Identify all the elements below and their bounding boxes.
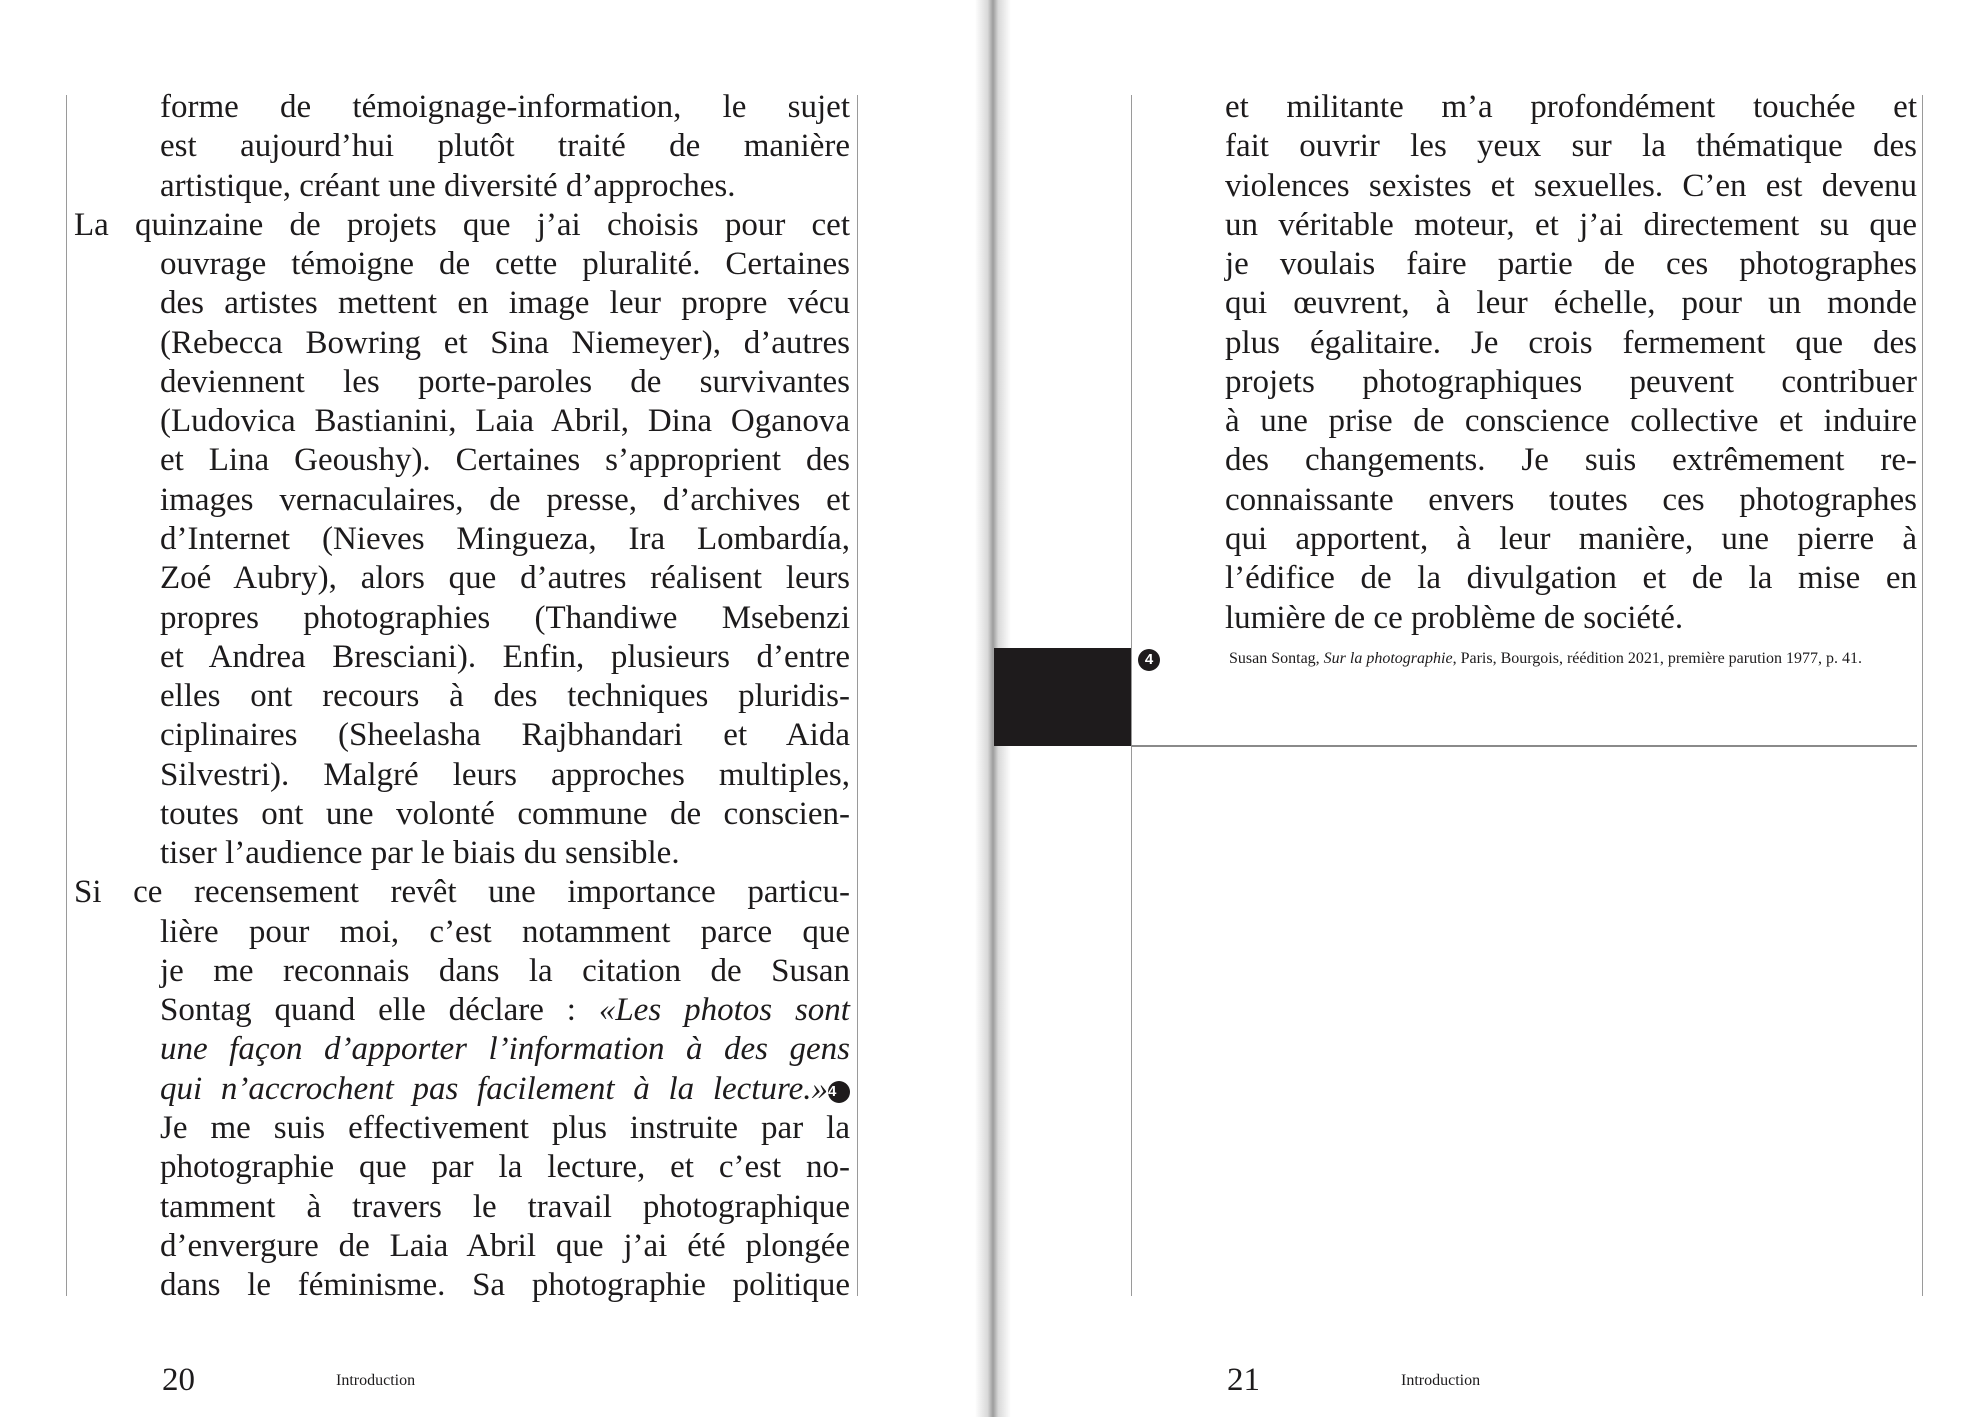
page-number-right: 21 xyxy=(1227,1362,1260,1398)
line-text: d’Internet (Nieves Mingueza, Ira Lombardía, xyxy=(160,520,850,557)
line-text: plus égalitaire. Je crois fermement que des xyxy=(1225,324,1917,361)
line-text: toutes ont une volonté commune de conscien- xyxy=(160,795,850,832)
line-text: photographie que par la lecture, et c’est no- xyxy=(160,1149,850,1186)
running-head-left: Introduction xyxy=(336,1372,416,1389)
line-text: deviennent les porte-paroles de survivantes xyxy=(160,363,850,400)
footnote-rest: , Paris, Bourgois, réédition 2021, première parution 1977, p. 41. xyxy=(1452,650,1862,667)
line-text: Zoé Aubry), alors que d’autres réalisent leurs xyxy=(160,560,850,597)
line-text: images vernaculaires, de presse, d’archives et xyxy=(160,481,850,518)
text-line xyxy=(160,520,850,559)
text-line xyxy=(160,363,850,402)
line-text: je voulais faire partie de ces photographes xyxy=(1225,246,1917,283)
line-text: qui apportent, à leur manière, une pierre à xyxy=(1225,520,1917,557)
left-page-column-rule xyxy=(857,95,858,1296)
line-text: dans le féminisme. Sa photographie politique xyxy=(160,1267,850,1304)
line-text: projets photographiques peuvent contribuer xyxy=(1225,363,1917,400)
text-line xyxy=(1225,88,1917,127)
line-text: et militante m’a profondément touchée et xyxy=(1225,89,1917,125)
text-line xyxy=(160,88,850,127)
text-line xyxy=(160,1070,850,1109)
text-line xyxy=(160,1266,850,1305)
text-line xyxy=(160,402,850,441)
footnote-author: Susan Sontag, xyxy=(1229,650,1324,667)
text-line xyxy=(1225,559,1917,598)
footnote-divider xyxy=(1131,745,1917,747)
text-line xyxy=(1225,520,1917,559)
line-text: (Ludovica Bastianini, Laia Abril, Dina Oganova xyxy=(160,403,850,440)
text-line xyxy=(160,127,850,166)
line-text: lumière de ce problème de société. xyxy=(1225,599,1684,636)
line-text: des changements. Je suis extrêmement re- xyxy=(1225,442,1917,479)
text-line xyxy=(160,1227,850,1266)
text-line xyxy=(160,481,850,520)
text-line xyxy=(160,638,850,677)
text-line xyxy=(160,677,850,716)
line-text: Je me suis effectivement plus instruite par la xyxy=(160,1110,850,1147)
line-text: ouvrage témoigne de cette pluralité. Certaines xyxy=(160,246,850,283)
text-line xyxy=(160,795,850,834)
italic-quote-text: qui n’accrochent pas facilement à la lecture.» xyxy=(160,1070,828,1107)
page-number-left: 20 xyxy=(162,1362,195,1398)
text-line xyxy=(1225,206,1917,245)
text-line xyxy=(160,559,850,598)
text-line xyxy=(1225,402,1917,441)
footnote-reference-marker: 4 xyxy=(828,1081,850,1103)
line-text: violences sexistes et sexuelles. C’en est devenu xyxy=(1225,167,1917,204)
text-line xyxy=(160,991,850,1030)
line-text: La quinzaine de projets que j’ai choisis pour cet xyxy=(74,206,850,243)
line-text: (Rebecca Bowring et Sina Niemeyer), d’autres xyxy=(160,324,850,361)
line-text: et Andrea Bresciani). Enfin, plusieurs d’entre xyxy=(160,638,850,675)
line-text: connaissante envers toutes ces photographes xyxy=(1225,481,1917,518)
text-line xyxy=(160,441,850,480)
footnote-title: Sur la photographie xyxy=(1323,650,1453,667)
line-text: Silvestri). Malgré leurs approches multiples, xyxy=(160,756,850,793)
text-line xyxy=(160,599,850,638)
line-text: l’édifice de la divulgation et de la mise en xyxy=(1225,560,1917,597)
text-line xyxy=(160,245,850,284)
footnote-marker: 4 xyxy=(1138,649,1160,671)
text-line xyxy=(160,1148,850,1187)
text-line xyxy=(160,284,850,323)
text-line xyxy=(160,834,850,873)
text-line xyxy=(1225,127,1917,166)
footnote xyxy=(1229,648,1917,669)
black-margin-block xyxy=(994,648,1131,746)
line-text: Sontag quand elle déclare : xyxy=(160,992,599,1029)
right-page-column-rule xyxy=(1922,95,1923,1296)
running-head-right: Introduction xyxy=(1401,1372,1481,1389)
right-page-margin-rule xyxy=(1131,95,1132,1296)
line-text: artistique, créant une diversité d’approches. xyxy=(160,167,736,204)
text-line xyxy=(1225,441,1917,480)
text-line xyxy=(160,756,850,795)
line-text: d’envergure de Laia Abril que j’ai été plongée xyxy=(160,1227,850,1264)
text-line xyxy=(160,324,850,363)
text-line xyxy=(1225,245,1917,284)
text-line xyxy=(1225,167,1917,206)
line-text: et Lina Geoushy). Certaines s’approprient des xyxy=(160,442,850,479)
line-text: forme de témoignage-information, le sujet xyxy=(160,89,850,125)
text-line xyxy=(74,873,850,912)
line-text: elles ont recours à des techniques pluridis- xyxy=(160,678,850,715)
text-line xyxy=(160,952,850,991)
text-line xyxy=(160,167,850,206)
italic-quote-text: une façon d’apporter l’information à des gens xyxy=(160,1031,850,1068)
line-text: lière pour moi, c’est notamment parce que xyxy=(160,913,850,950)
line-text: qui œuvrent, à leur échelle, pour un monde xyxy=(1225,285,1917,322)
line-text: ciplinaires (Sheelasha Rajbhandari et Aida xyxy=(160,717,850,754)
text-line xyxy=(1225,481,1917,520)
text-line xyxy=(160,1109,850,1148)
text-line xyxy=(1225,284,1917,323)
text-line xyxy=(160,716,850,755)
line-text: tiser l’audience par le biais du sensible. xyxy=(160,835,680,872)
line-text: propres photographies (Thandiwe Msebenzi xyxy=(160,599,850,636)
line-text: un véritable moteur, et j’ai directement su que xyxy=(1225,206,1917,243)
text-line xyxy=(160,913,850,952)
line-text: fait ouvrir les yeux sur la thématique des xyxy=(1225,128,1917,165)
text-line xyxy=(1225,363,1917,402)
text-line xyxy=(160,1188,850,1227)
line-text: je me reconnais dans la citation de Susan xyxy=(160,952,850,989)
line-text: tamment à travers le travail photographique xyxy=(160,1188,850,1225)
line-text: est aujourd’hui plutôt traité de manière xyxy=(160,128,850,165)
text-line xyxy=(1225,599,1917,638)
left-page-margin-rule xyxy=(66,95,67,1296)
text-line xyxy=(1225,324,1917,363)
italic-quote-text: «Les photos sont xyxy=(598,992,850,1029)
line-text: à une prise de conscience collective et induire xyxy=(1225,403,1917,440)
line-text: des artistes mettent en image leur propre vécu xyxy=(160,285,850,322)
line-text: Si ce recensement revêt une importance particu- xyxy=(74,874,850,911)
text-line xyxy=(160,1030,850,1069)
text-line xyxy=(74,206,850,245)
